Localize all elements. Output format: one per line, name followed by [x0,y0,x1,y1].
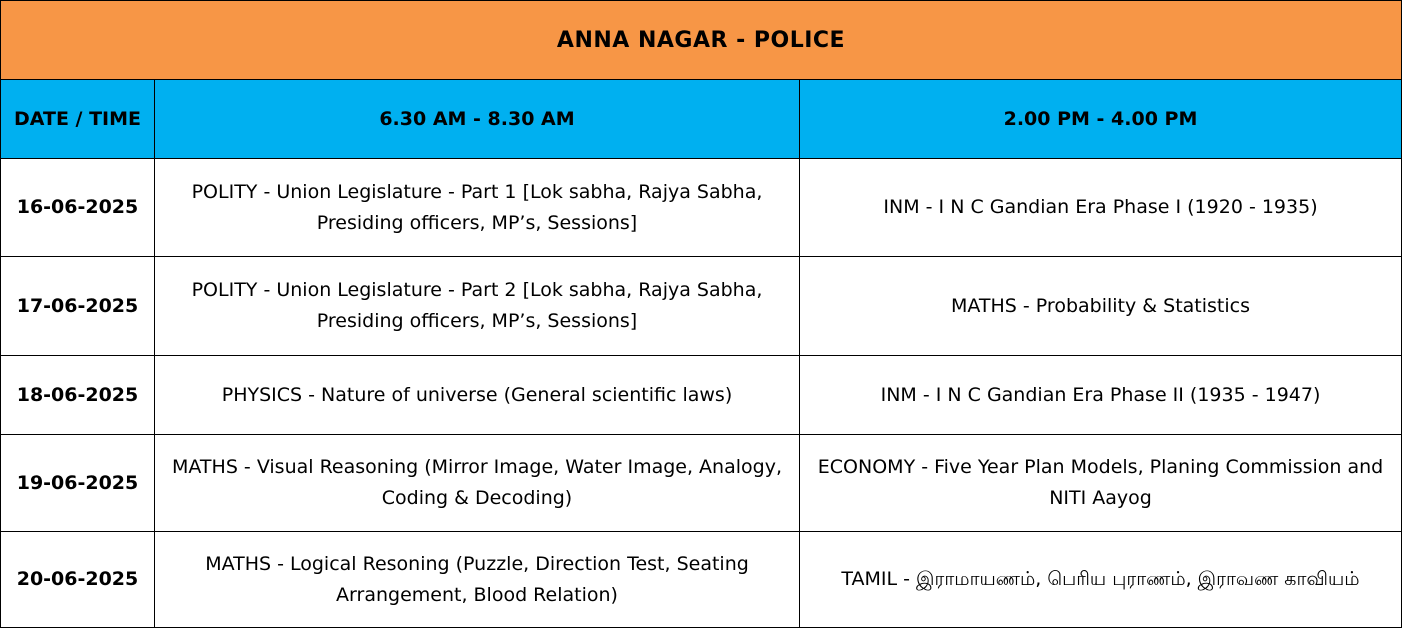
afternoon-topic-cell: INM - I N C Gandian Era Phase I (1920 - 1935) [800,159,1402,257]
afternoon-topic-cell: ECONOMY - Five Year Plan Models, Planing Commission and NITI Aayog [800,435,1402,532]
date-cell: 18-06-2025 [1,356,155,435]
table-row [1,356,1402,435]
table-row [1,435,1402,532]
header-slot-afternoon: 2.00 PM - 4.00 PM [800,80,1402,159]
date-cell: 17-06-2025 [1,257,155,356]
morning-topic-cell: MATHS - Visual Reasoning (Mirror Image, Water Image, Analogy, Coding & Decoding) [155,435,800,532]
header-date-time: DATE / TIME [1,80,155,159]
title-row [1,1,1402,80]
date-cell: 20-06-2025 [1,532,155,628]
morning-topic-cell: PHYSICS - Nature of universe (General scientific laws) [155,356,800,435]
header-row [1,80,1402,159]
afternoon-topic-cell: TAMIL - இராமாயணம், பெரிய புராணம், இராவண காவியம் [800,532,1402,628]
table-row [1,532,1402,628]
morning-topic-cell: POLITY - Union Legislature - Part 1 [Lok sabha, Rajya Sabha, Presiding officers, MP’s, Sessions] [155,159,800,257]
date-cell: 19-06-2025 [1,435,155,532]
table-row [1,257,1402,356]
morning-topic-cell: POLITY - Union Legislature - Part 2 [Lok sabha, Rajya Sabha, Presiding officers, MP’s, Sessions] [155,257,800,356]
header-slot-morning: 6.30 AM - 8.30 AM [155,80,800,159]
afternoon-topic-cell: INM - I N C Gandian Era Phase II (1935 - 1947) [800,356,1402,435]
table-title: ANNA NAGAR - POLICE [1,1,1402,80]
date-cell: 16-06-2025 [1,159,155,257]
afternoon-topic-cell: MATHS - Probability & Statistics [800,257,1402,356]
table-row [1,159,1402,257]
morning-topic-cell: MATHS - Logical Resoning (Puzzle, Direction Test, Seating Arrangement, Blood Relation) [155,532,800,628]
